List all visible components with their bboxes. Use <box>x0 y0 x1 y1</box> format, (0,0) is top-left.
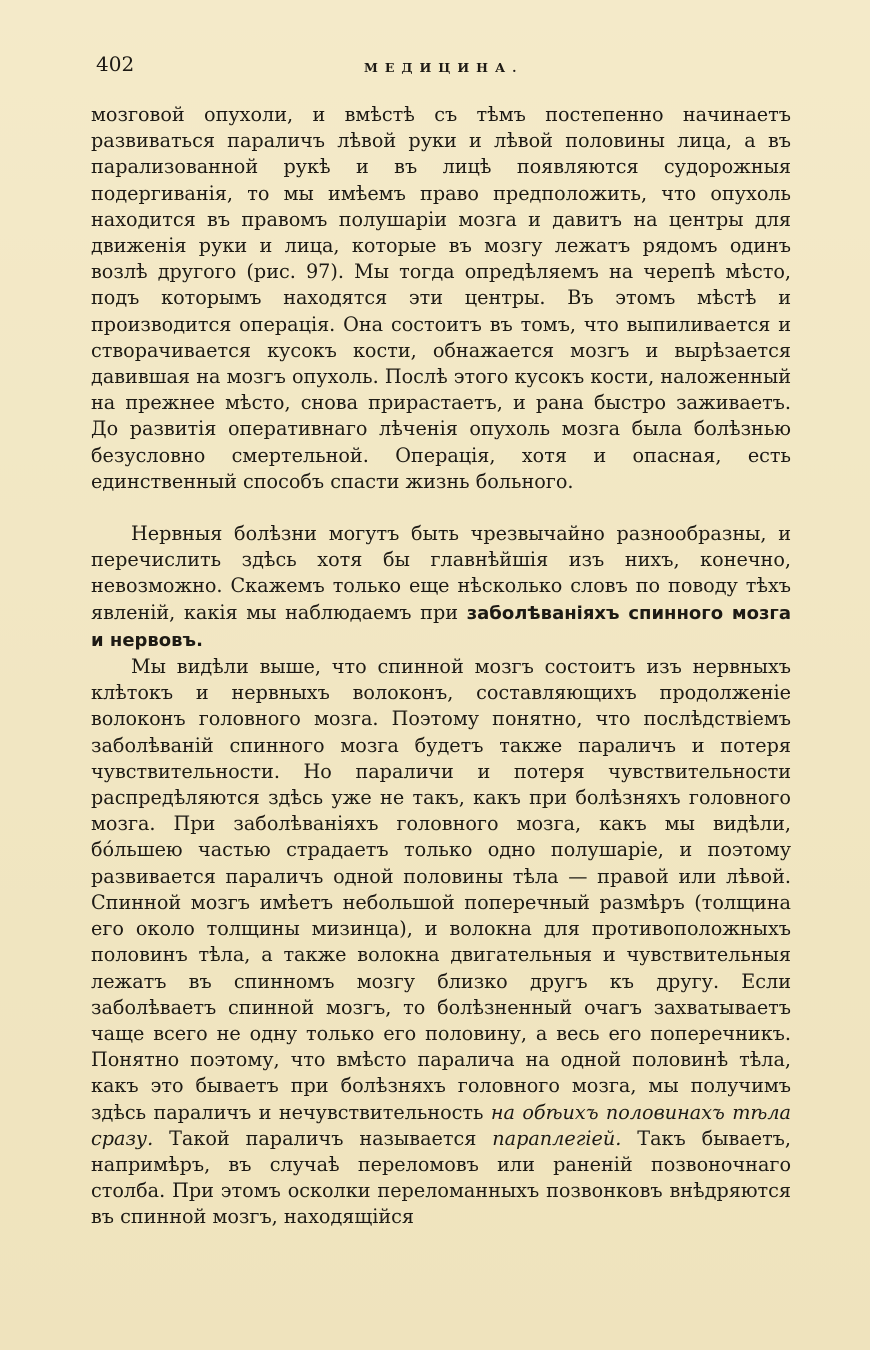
page-number: 402 <box>96 52 135 76</box>
paragraph-1: мозговой опухоли, и вмѣстѣ съ тѣмъ постепенно начинаетъ развиваться параличъ лѣвой руки и лѣвой половины лица, а въ парализованной рукѣ и въ лицѣ появляются судорожныя подергиванія, то мы имѣемъ право предположить, что опухоль находится въ правомъ полушаріи мозга и давитъ на центры для движенія руки и лица, которые въ мозгу лежатъ рядомъ одинъ возлѣ другого (рис. 97). Мы тогда опредѣляемъ на черепѣ мѣсто, подъ которымъ находятся эти центры. Въ этомъ мѣстѣ и производится операція. Она состоитъ въ томъ, что выпиливается и створачивается кусокъ кости, обнажается мозгъ и вырѣзается давившая на мозгъ опухоль. Послѣ этого кусокъ кости, наложенный на прежнее мѣсто, снова прирастаетъ, и рана быстро заживаетъ. До развитія оперативнаго лѣченія опухоль мозга была болѣзнью безусловно смертельной. Операція, хотя и опасная, есть единственный способъ спасти жизнь больного. <box>91 103 791 493</box>
paragraph-3-text: Мы видѣли выше, что спинной мозгъ состоитъ изъ нервныхъ клѣтокъ и нервныхъ волоконъ, составляющихъ продолженіе волоконъ головного мозга. Поэтому понятно, что послѣдствіемъ заболѣваній спинного мозга будетъ также параличъ и потеря чувствительности. Но параличи и потеря чувствительности распредѣляются здѣсь уже не такъ, какъ при болѣзняхъ головного мозга. При заболѣваніяхъ головного мозга, какъ мы видѣли, бóльшею частью страдаетъ только одно полушаріе, и поэтому развивается параличъ одной половины тѣла — правой или лѣвой. Спинной мозгъ имѣетъ небольшой поперечный размѣръ (толщина его около толщины мизинца), и волокна для противоположныхъ половинъ тѣла, а также волокна двигательныя и чувствительныя лежатъ въ спинномъ мозгу близко другъ къ другу. Если заболѣваетъ спинной мозгъ, то болѣзненный очагъ захватываетъ чаще всего не одну только его половину, а весь его поперечникъ. Понятно поэтому, что вмѣсто паралича на одной половинѣ тѣла, какъ это бываетъ при болѣзняхъ головного мозга, мы получимъ здѣсь параличъ и нечувствительность <box>91 655 791 1124</box>
paragraph-3-italic-phrase-1: на обѣихъ половинахъ тѣла сразу. <box>91 1100 791 1150</box>
paragraph-2-bold-phrase: заболѣваніяхъ спинного мозга и нервовъ. <box>91 602 791 651</box>
paragraph-3-text-3: Такъ бываетъ, напримѣръ, въ случаѣ переломовъ или раненій позвоночнаго столба. При этомъ осколки переломанныхъ позвонковъ внѣдряются въ спинной мозгъ, находящійся <box>91 1126 791 1229</box>
running-title: МЕДИЦИНА. <box>364 60 524 75</box>
body-text <box>91 102 791 1231</box>
paragraph-3-italic-phrase-2: параплегіей. <box>492 1126 622 1150</box>
paragraph-3 <box>91 654 791 1230</box>
page-header <box>96 52 786 82</box>
paragraph-3-text-2: Такой параличъ называется <box>153 1126 493 1150</box>
paragraph-2-text: Нервныя болѣзни могутъ быть чрезвычайно разнообразны, и перечислить здѣсь хотя бы главнѣйшія изъ нихъ, конечно, невозможно. Скажемъ только еще нѣсколько словъ по поводу тѣхъ явленій, какія мы наблюдаемъ при <box>91 522 791 624</box>
paragraph-2 <box>91 521 791 654</box>
